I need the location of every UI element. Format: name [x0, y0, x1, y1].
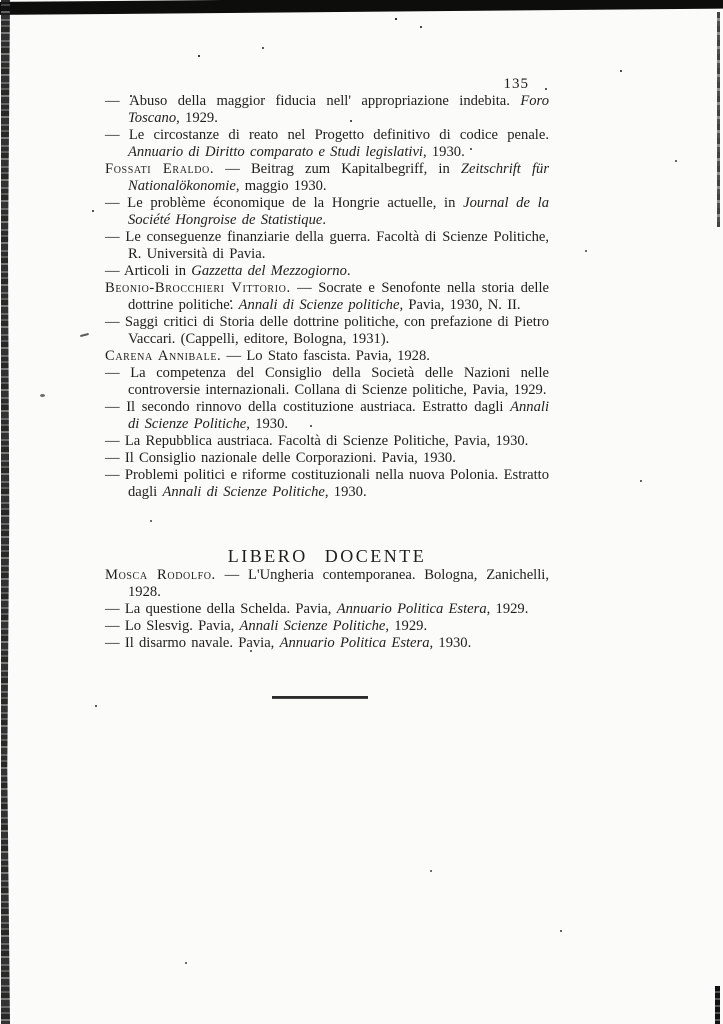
entry-text: — Il disarmo navale. Pavia,: [105, 635, 280, 651]
work-title-italic: Annuario di Diritto comparato e Studi legislativi: [128, 144, 423, 160]
bibliography-entry: [105, 348, 549, 365]
bibliography-entry: [105, 280, 549, 314]
work-title-italic: Annali di Scienze Politiche: [128, 399, 549, 432]
entry-text: — La competenza del Consiglio della Società delle Nazioni nelle controversie internazionali. Collana di Scienze politiche, Pavia, 1929.: [105, 365, 549, 398]
bibliography-group-mosca-rodolfo: [105, 567, 549, 652]
entry-text: , Pavia, 1930, N. II.: [399, 297, 521, 313]
work-title-italic: Annali Scienze Politiche: [239, 618, 386, 634]
entry-text: — Beitrag zum Kapitalbegriff, in: [214, 161, 461, 177]
author-name: Beonio-Brocchieri Vittorio.: [105, 280, 291, 296]
entry-text: — Saggi critici di Storia delle dottrine politiche, con prefazione di Pietro Vaccari. (Cappelli, editore, Bologna, 1931).: [105, 314, 549, 347]
bibliography-group-carena-annibale: [105, 348, 549, 501]
bibliography-entry: [105, 618, 549, 635]
section-heading: LIBERO DOCENTE: [227, 546, 427, 566]
bibliography-group-fossati-eraldo: [105, 161, 549, 280]
bibliography-entry: [105, 467, 549, 501]
bibliography-entry: [105, 93, 549, 127]
bibliography-entry: [105, 229, 549, 263]
work-title-italic: Annuario Politica Estera: [336, 601, 487, 617]
entry-text: , 1929.: [486, 601, 529, 617]
scan-artifact-specks: [0, 0, 2, 2]
scan-artifact-left-binding: [1, 0, 10, 1024]
bibliography-group-beonio-brocchieri-vittorio: [105, 280, 549, 348]
entry-text: , 1930.: [324, 484, 367, 500]
entry-text: .: [346, 263, 351, 279]
entry-text: , 1929.: [385, 618, 428, 634]
work-title-italic: Annali di Scienze politiche: [238, 297, 400, 313]
entry-text: — Articoli in: [105, 263, 192, 279]
entry-text: — L'Ungheria contemporanea. Bologna, Zanichelli, 1928.: [128, 567, 549, 600]
bibliography-entry: [105, 263, 549, 280]
bibliography-entry: [105, 314, 549, 348]
entry-text: , 1930.: [429, 635, 472, 651]
bibliography-entry: [105, 161, 549, 195]
bibliography-entry: [105, 365, 549, 399]
bibliography-entry: [105, 567, 549, 601]
scan-artifact-right-corner-mark: [715, 986, 720, 1024]
text-block: [105, 0, 549, 699]
scan-artifact-stray-mark: [80, 333, 89, 337]
work-title-italic: Annuario Politica Estera: [279, 635, 430, 651]
entry-text: — Le conseguenze finanziarie della guerra. Facoltà di Scienze Politiche, R. Università di Pavia.: [105, 229, 549, 262]
scan-artifact-stray-mark: [40, 394, 45, 397]
bibliography-entry: [105, 127, 549, 161]
work-title-italic: Gazzetta del Mezzogiorno: [191, 263, 347, 279]
bibliography-group-anonymous-continuation: [105, 93, 549, 161]
entry-text: — La Repubblica austriaca. Facoltà di Scienze Politiche, Pavia, 1930.: [105, 433, 529, 449]
entry-text: — Il secondo rinnovo della costituzione austriaca. Estratto dagli: [105, 399, 511, 415]
entry-text: , 1930.: [422, 144, 465, 160]
author-name: Mosca Rodolfo.: [105, 567, 216, 583]
entry-text: — Le circostanze di reato nel Progetto definitivo di codice penale.: [105, 127, 549, 143]
bibliography-entry: [105, 635, 549, 652]
entry-text: — Lo Slesvig. Pavia,: [105, 618, 240, 634]
work-title-italic: Zeitschrift für Nationalökonomie: [128, 161, 549, 194]
entry-text: — Le problème économique de la Hongrie actuelle, in: [105, 195, 464, 211]
work-title-italic: Annali di Scienze Politiche: [162, 484, 325, 500]
entry-text: , 1929.: [176, 110, 218, 126]
bibliography-entry: [105, 450, 549, 467]
entry-text: — Il Consiglio nazionale delle Corporazioni. Pavia, 1930.: [105, 450, 456, 466]
entry-text: .: [322, 212, 327, 228]
author-name: Carena Annibale.: [105, 348, 222, 364]
author-name: Fossati Eraldo.: [105, 161, 215, 177]
work-title-italic: Foro Toscano: [128, 93, 549, 126]
bibliography-entry: [105, 195, 549, 229]
entry-text: , maggio 1930.: [235, 178, 327, 194]
entry-text: — Problemi politici e riforme costituzionali nella nuova Polonia. Estratto dagli: [105, 467, 549, 500]
scan-artifact-right-edge-line: [717, 12, 720, 227]
bibliography-entry: [105, 433, 549, 450]
bibliography-entry: [105, 601, 549, 618]
entry-text: — Lo Stato fascista. Pavia, 1928.: [221, 348, 430, 364]
entry-text: — Socrate e Senofonte nella storia delle dottrine politiche.: [128, 280, 550, 313]
bibliography-entry: [105, 399, 549, 433]
entry-text: — La questione della Schelda. Pavia,: [105, 601, 337, 617]
work-title-italic: Journal de la Société Hongroise de Statistique: [128, 195, 549, 228]
end-of-section-divider: [272, 696, 368, 699]
entry-text: , 1930.: [246, 416, 289, 432]
entry-text: — Abuso della maggior fiducia nell' appropriazione indebita.: [105, 93, 521, 109]
page-number: 135: [503, 76, 529, 92]
